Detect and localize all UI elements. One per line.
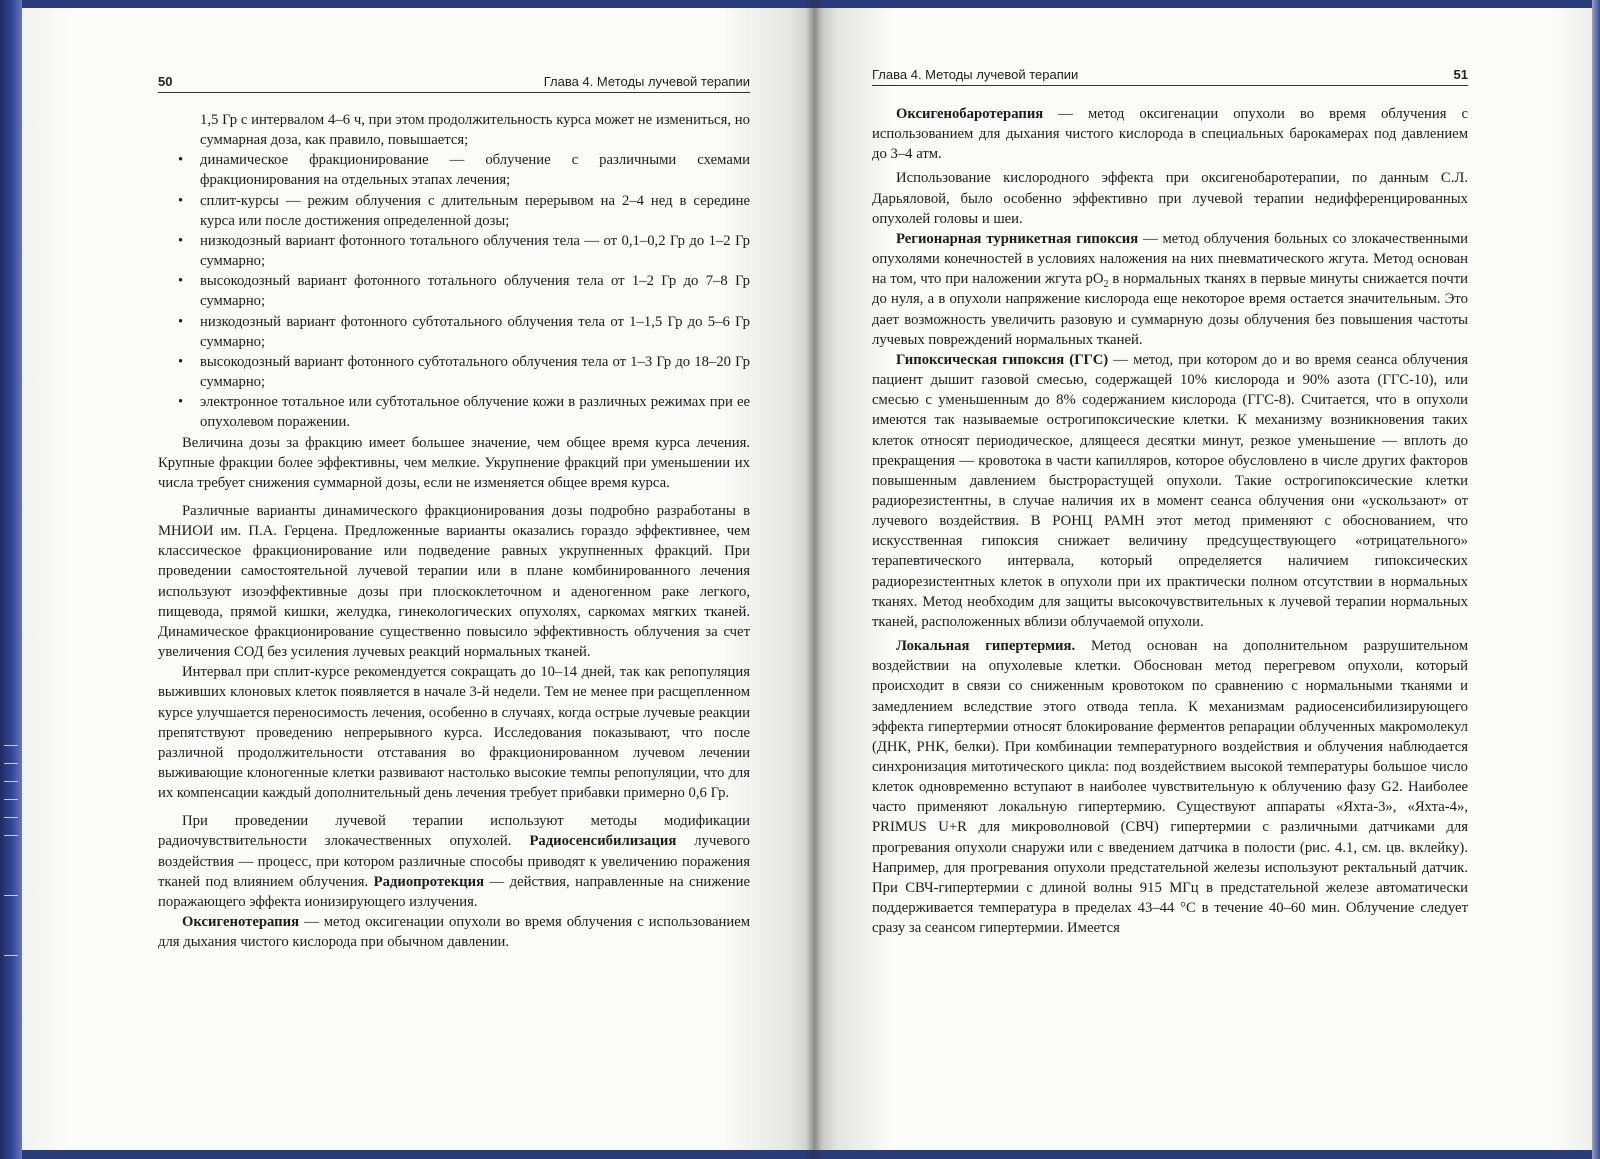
paragraph-hypoxic-hypoxia: Гипоксическая гипоксия (ГГС) — метод, при котором до и во время сеанса облучения пациент дышит газовой смесью, содержащей 10% кислорода и 90% азота (ГГС-10), или смесью с уменьшенным до 8% содержанием кислорода (ГГС-8). Считается, что в опухоли имеются так называемые острогипоксические клетки. К механизму возникновения таких клеток относят периодическое, длящееся десятки минут, резкое уменьшение — вплоть до прекращения — кровотока в части капилляров, которое обусловлено в числе других факторов повышенным давлением быстрорастущей опухоли. Такие острогипоксические клетки радиорезистентны, в случае наличия их в момент сеанса облучения они «ускользают» от лучевого воздействия. В РОНЦ РАМН этот метод применяют с обоснованием, что искусственная гипоксия снижает величину предсуществующего «отрицательного» терапевтического интервала, который определяется наличием гипоксических радиорезистентных клеток в опухоли при их практически полном отсутствии в нормальных тканях. Метод необходим для защиты высокочувствительных к лучевой терапии нормальных тканей, расположенных вблизи облучаемой опухоли. [872, 351, 1468, 630]
fractionation-list [158, 150, 750, 432]
right-running-head [872, 67, 1468, 86]
term-radiosensitization: Радиосенсибилизация [529, 833, 677, 850]
term-radioprotection: Радиопротекция [373, 873, 485, 890]
paragraph-tourniquet-hypoxia: Регионарная турникетная гипоксия — метод облучения больных со злокачественными опухолями конечностей в условиях наложения на них пневматического жгута. Метод основан на том, что при наложении жгута $pO_2$ в нормальных тканях в первые минуты снижается почти до нуля, а в опухоли напряжение кислорода еще некоторое время остается значительным. Это дает возможность увеличить разовую и суммарную дозы облучения без повышения частоты лучевых повреждений нормальных тканей. [872, 230, 1468, 348]
paragraph: Величина дозы за фракцию имеет большее значение, чем общее время курса лечения. Крупные фракции более эффективны, чем мелкие. Укрупнение фракций при уменьшении их числа требует снижения суммарной дозы, если не изменяется общее время курса. [158, 434, 750, 491]
left-text-column [158, 110, 750, 952]
book-gutter [806, 0, 822, 1159]
list-item: • низкодозный вариант фотонного тотального облучения тела — от 0,1–0,2 Гр до 1–2 Гр суммарно; [158, 231, 750, 271]
paragraph-oxygen-therapy: Оксигенотерапия — метод оксигенации опухоли во время облучения с использованием для дыхания чистого кислорода при обычном давлении. [158, 914, 751, 951]
left-page-number: 50 [158, 74, 173, 89]
paragraph: Использование кислородного эффекта при оксигенобаротерапии, по данным С.Л. Дарьяловой, было особенно эффективно при лучевой терапии недифференцированных опухолей головы и шеи. [872, 170, 1468, 227]
list-item: • высокодозный вариант фотонного тотального облучения тела от 1–2 Гр до 7–8 Гр суммарно; [158, 271, 750, 311]
spine-ticks [0, 745, 22, 1045]
left-running-head [158, 74, 750, 93]
list-item: • динамическое фракционирование — облучение с различными схемами фракционирования на отдельных этапах лечения; [158, 150, 750, 190]
term-local-hyperthermia: Локальная гипертермия. [896, 638, 1076, 655]
paragraph: Интервал при сплит-курсе рекомендуется сокращать до 10–14 дней, так как репопуляция выживших клоновых клеток появляется в начале 3-й недели. Тем не менее при расщепленном курсе улучшается переносимость лечения, особенно в случаях, когда острые лучевые реакции препятствуют проведению непрерывного курса. Исследования показывают, что после различной продолжительности отставания во фракционированном лучевом лечении выживающие клоногенные клетки развивают настолько высокие темпы репопуляции, что для их компенсации каждый дополнительный день лечения требует прибавки примерно 0,6 Гр. [158, 664, 750, 802]
term-hypoxic-hypoxia: Гипоксическая гипоксия (ГГС) [896, 351, 1109, 368]
list-item: • сплит-курсы — режим облучения с длительным перерывом на 2–4 нед в середине курса или после достижения определенной дозы; [158, 191, 750, 231]
list-item: • низкодозный вариант фотонного субтотального облучения тела от 1–1,5 Гр до 5–6 Гр суммарно; [158, 312, 750, 352]
paragraph-oxygen-barotherapy: Оксигенобаротерапия — метод оксигенации опухоли во время облучения с использованием для дыхания чистого кислорода в специальных барокамерах под давлением до 3–4 атм. [872, 106, 1468, 163]
bullet-continuation: 1,5 Гр с интервалом 4–6 ч, при этом продолжительность курса может не измениться, но суммарная доза, как правило, повышается; [200, 112, 750, 149]
right-page-number: 51 [1453, 67, 1468, 82]
list-item: • высокодозный вариант фотонного субтотального облучения тела от 1–3 Гр до 18–20 Гр суммарно; [158, 352, 750, 392]
paragraph-radiomodification: При проведении лучевой терапии используют методы модификации радиочувствительности злокачественных опухолей. Радиосенсибилизация лучевого воздействия — процесс, при котором различные способы приводят к увеличению поражения тканей под влиянием облучения. Радиопротекция — действия, направленные на снижение поражающего эффекта ионизирующего излучения. [158, 813, 751, 910]
left-chapter-title: Глава 4. Методы лучевой терапии [543, 74, 750, 89]
list-item: • электронное тотальное или субтотальное облучение кожи в различных режимах при ее опухолевом поражении. [158, 392, 750, 432]
right-text-column [872, 104, 1468, 938]
term-oxygen-barotherapy: Оксигенобаротерапия [896, 106, 1044, 122]
right-chapter-title: Глава 4. Методы лучевой терапии [872, 67, 1079, 82]
book-edge-right [1592, 0, 1600, 1159]
paragraph: Различные варианты динамического фракционирования дозы подробно разработаны в МНИОИ им. П.А. Герцена. Предложенные варианты оказались гораздо эффективнее, чем классическое фракционирование или подведение равных укрупненных фракций. При проведении самостоятельной лучевой терапии или в плане комбинированного лечения используют изоэффективные дозы при плоскоклеточном и аденогенном раке легкого, пищевода, прямой кишки, желудка, гинекологических опухолях, саркомах мягких тканей. Динамическое фракционирование существенно повысило эффективность облучения за счет увеличения СОД без усиления лучевых реакций нормальных тканей. [158, 502, 750, 661]
term-oxygen-therapy: Оксигенотерапия [182, 914, 300, 931]
term-tourniquet-hypoxia: Регионарная турникетная гипоксия [896, 230, 1139, 247]
paragraph-local-hyperthermia: Локальная гипертермия. Метод основан на дополнительном разрушительном воздействии на опухолевые клетки. Обоснован метод перегревом опухоли, который происходит в связи со сниженным кровотоком по сравнению с нормальными тканями и замедлением вследствие этого отвода тепла. К механизмам радиосенсибилизирующего эффекта гипертермии относят блокирование ферментов репарации облученных макромолекул (ДНК, РНК, белки). При комбинации температурного воздействия и облучения наблюдается синхронизация митотического цикла: под воздействием высокой температуры большое число клеток одновременно вступают в наиболее чувствительную к облучению фазу G2. Наиболее часто применяют локальную гипертермию. Существуют аппараты «Яхта-3», «Яхта-4», PRIMUS U+R для микроволновой (СВЧ) гипертермии с различными датчиками для прогревания опухоли снаружи или с введением датчика в полости (рис. 4.1, см. цв. вклейку). Например, для прогревания опухоли предстательной железы используют ректальный датчик. При СВЧ-гипертермии с длиной волны 915 МГц в предстательной железе автоматически поддерживается температура в пределах 43–44 °С в течение 40–60 мин. Облучение следует сразу за сеансом гипертермии. Имеется [872, 638, 1468, 937]
